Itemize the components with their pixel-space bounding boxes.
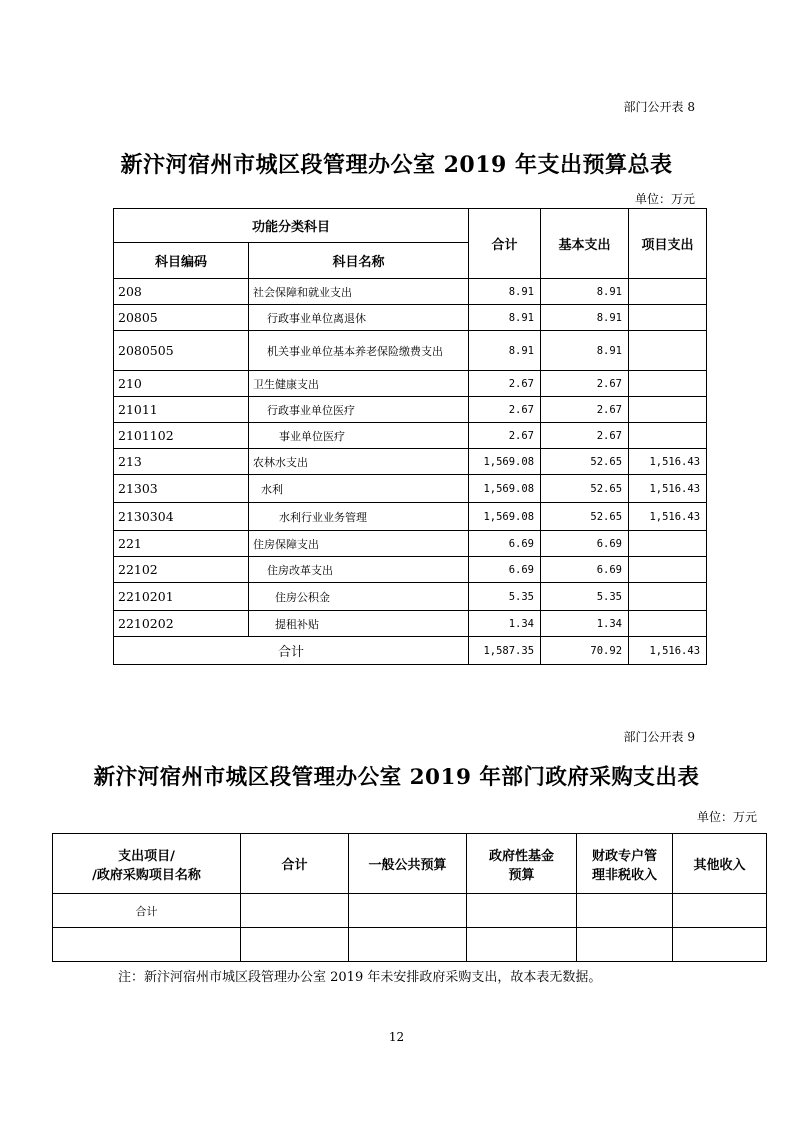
row-total: 8.91 [469, 279, 541, 305]
row-code: 213 [114, 449, 249, 475]
header-total: 合计 [469, 209, 541, 279]
table9-tag: 部门公开表 9 [623, 730, 695, 744]
row-name: 水利行业业务管理 [249, 503, 469, 531]
row-basic: 5.35 [541, 583, 629, 611]
row-project [629, 397, 707, 423]
row-basic: 8.91 [541, 305, 629, 331]
row-project: 1,516.43 [629, 503, 707, 531]
row-name: 行政事业单位医疗 [249, 397, 469, 423]
table-row [114, 371, 707, 397]
table9-total-row [53, 894, 767, 928]
table-row [114, 423, 707, 449]
row-basic: 6.69 [541, 531, 629, 557]
row-name: 水利 [249, 475, 469, 503]
empty-cell [673, 894, 767, 928]
table-row [114, 557, 707, 583]
page-number: 12 [388, 1030, 405, 1044]
header-item-line2: /政府采购项目名称 [92, 867, 201, 883]
table-row [114, 397, 707, 423]
row-basic: 2.67 [541, 397, 629, 423]
empty-cell [467, 928, 577, 962]
row-project [629, 531, 707, 557]
header-total: 合计 [241, 834, 349, 894]
row-total: 8.91 [469, 331, 541, 371]
row-total: 8.91 [469, 305, 541, 331]
row-total: 1,569.08 [469, 449, 541, 475]
row-basic: 1.34 [541, 611, 629, 637]
empty-cell [349, 894, 467, 928]
empty-cell [467, 894, 577, 928]
row-project [629, 611, 707, 637]
table-row [114, 503, 707, 531]
row-code: 21303 [114, 475, 249, 503]
empty-cell [673, 928, 767, 962]
header-fund-budget [467, 834, 577, 894]
row-basic: 8.91 [541, 279, 629, 305]
header-name: 科目名称 [249, 243, 469, 279]
row-name: 卫生健康支出 [249, 371, 469, 397]
row-total: 1.34 [469, 611, 541, 637]
empty-cell [241, 928, 349, 962]
expenditure-budget-table [113, 208, 707, 665]
row-total: 1,569.08 [469, 475, 541, 503]
total-label: 合计 [114, 637, 469, 665]
header-general-budget: 一般公共预算 [349, 834, 467, 894]
header-item [53, 834, 241, 894]
row-name: 事业单位医疗 [249, 423, 469, 449]
row-project [629, 305, 707, 331]
row-project [629, 557, 707, 583]
table9-title: 新汴河宿州市城区段管理办公室 2019 年部门政府采购支出表 [93, 765, 700, 790]
row-total: 1,569.08 [469, 503, 541, 531]
header-special-account [577, 834, 673, 894]
total-basic: 70.92 [541, 637, 629, 665]
table8-title: 新汴河宿州市城区段管理办公室 2019 年支出预算总表 [120, 152, 673, 178]
row-code: 2210202 [114, 611, 249, 637]
header-project: 项目支出 [629, 209, 707, 279]
table9-empty-row [53, 928, 767, 962]
empty-cell [53, 928, 241, 962]
row-code: 2080505 [114, 331, 249, 371]
row-basic: 2.67 [541, 371, 629, 397]
row-code: 208 [114, 279, 249, 305]
row-code: 221 [114, 531, 249, 557]
row-project [629, 331, 707, 371]
header-fund-line2: 预算 [508, 867, 535, 883]
row-code: 210 [114, 371, 249, 397]
header-code: 科目编码 [114, 243, 249, 279]
header-other-income: 其他收入 [673, 834, 767, 894]
total-sum: 1,587.35 [469, 637, 541, 665]
table-row [114, 531, 707, 557]
table8-unit: 单位：万元 [634, 192, 695, 206]
row-total: 2.67 [469, 423, 541, 449]
row-code: 21011 [114, 397, 249, 423]
empty-cell [241, 894, 349, 928]
table9-note: 注：新汴河宿州市城区段管理办公室 2019 年未安排政府采购支出，故本表无数据。 [118, 970, 602, 985]
empty-cell [577, 894, 673, 928]
header-basic: 基本支出 [541, 209, 629, 279]
table8-tag: 部门公开表 8 [623, 100, 695, 114]
header-fund-line1: 政府性基金 [488, 848, 554, 864]
row-name: 行政事业单位离退休 [249, 305, 469, 331]
table-row [114, 449, 707, 475]
row-total: 6.69 [469, 531, 541, 557]
row-code: 2210201 [114, 583, 249, 611]
table-row [114, 583, 707, 611]
row-total: 5.35 [469, 583, 541, 611]
total-label: 合计 [53, 894, 241, 928]
row-total: 6.69 [469, 557, 541, 583]
row-basic: 6.69 [541, 557, 629, 583]
header-function-group: 功能分类科目 [114, 209, 469, 243]
row-name: 农林水支出 [249, 449, 469, 475]
row-project: 1,516.43 [629, 475, 707, 503]
row-basic: 2.67 [541, 423, 629, 449]
row-project [629, 371, 707, 397]
row-project [629, 279, 707, 305]
row-project [629, 583, 707, 611]
row-total: 2.67 [469, 371, 541, 397]
empty-cell [577, 928, 673, 962]
table-row [114, 331, 707, 371]
row-basic: 52.65 [541, 449, 629, 475]
row-basic: 52.65 [541, 503, 629, 531]
row-code: 2101102 [114, 423, 249, 449]
table-row [114, 305, 707, 331]
table8-total-row [114, 637, 707, 665]
empty-cell [349, 928, 467, 962]
row-code: 20805 [114, 305, 249, 331]
total-project: 1,516.43 [629, 637, 707, 665]
row-code: 22102 [114, 557, 249, 583]
table8-body [114, 279, 707, 637]
row-project: 1,516.43 [629, 449, 707, 475]
row-name: 住房公积金 [249, 583, 469, 611]
row-name: 住房改革支出 [249, 557, 469, 583]
table-row [114, 611, 707, 637]
row-code: 2130304 [114, 503, 249, 531]
header-item-line1: 支出项目/ [118, 848, 175, 864]
row-name: 住房保障支出 [249, 531, 469, 557]
header-special-line1: 财政专户管 [591, 848, 657, 864]
table-row [114, 279, 707, 305]
row-basic: 52.65 [541, 475, 629, 503]
header-special-line2: 理非税收入 [591, 867, 657, 883]
table-row [114, 475, 707, 503]
procurement-table [52, 833, 767, 962]
row-basic: 8.91 [541, 331, 629, 371]
row-project [629, 423, 707, 449]
row-name: 机关事业单位基本养老保险缴费支出 [249, 331, 469, 371]
row-total: 2.67 [469, 397, 541, 423]
row-name: 社会保障和就业支出 [249, 279, 469, 305]
table9-unit: 单位：万元 [696, 810, 757, 824]
row-name: 提租补贴 [249, 611, 469, 637]
